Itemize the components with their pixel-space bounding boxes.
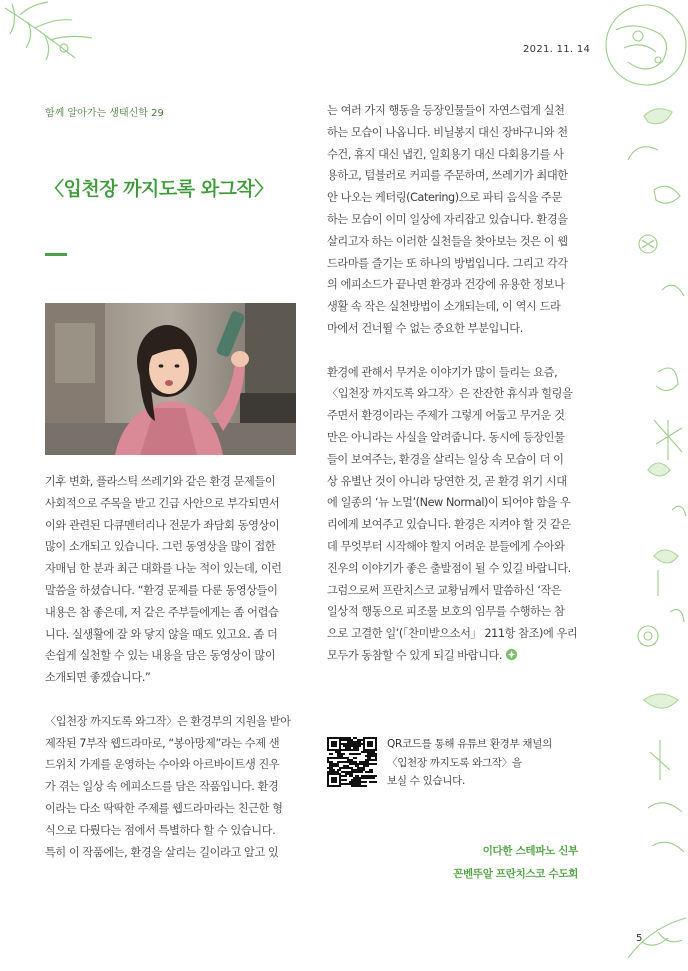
text-line: 사회적으로 주목을 받고 긴급 사안으로 부각되면서	[45, 496, 280, 510]
text-line-content: 모두가 동참할 수 있게 되길 바랍니다.	[327, 648, 503, 662]
text-line: 는 여러 가지 행동을 등장인물들이 자연스럽게 실천	[327, 104, 565, 117]
text-line: 내용은 참 좋은데, 저 같은 주부들에게는 좀 어렵습	[45, 605, 279, 619]
text-line: 마에서 건너뛸 수 없는 중요한 부분입니다.	[327, 321, 523, 335]
text-line: 안 나오는 케터링(Catering)으로 파티 음식을 주문	[327, 191, 562, 205]
text-line	[327, 645, 579, 667]
text-line: 니다. 실생활에 잘 와 닿지 않을 때도 있고요. 좀 더	[45, 627, 278, 641]
text-line: 하는 모습이 나옵니다. 비닐봉지 대신 장바구니와 천	[327, 125, 568, 139]
text-line: 제작된 7부작 웹드라마로, “봉아망제”라는 수제 샌	[45, 736, 280, 750]
end-mark-icon	[505, 648, 518, 661]
text-line: 드위치 가게를 운영하는 수아와 아르바이트생 진우	[45, 758, 280, 772]
title-underline	[45, 253, 67, 256]
text-line: 〈입천장 까지도록 와그작〉은 잔잔한 휴식과 힐링을	[327, 387, 573, 401]
paragraph-2	[45, 711, 296, 864]
text-line: 이라는 다소 딱딱한 주제를 웹드라마라는 친근한 형	[45, 801, 283, 815]
text-line: 특히 이 작품에는, 환경을 살리는 길이라고 알고 있	[45, 845, 279, 859]
text-line: 식으로 다뤘다는 점에서 특별하다 할 수 있습니다.	[45, 823, 276, 837]
text-line: 자매님 한 분과 최근 대화를 나눈 적이 있는데, 이런	[45, 562, 282, 576]
text-line: 손쉽게 실천할 수 있는 내용을 담은 동영상이 많이	[45, 649, 276, 663]
text-line: 기후 변화, 플라스틱 쓰레기와 같은 환경 문제들이	[45, 475, 276, 488]
paragraph-1	[45, 471, 296, 689]
text-line: 주면서 환경이라는 주제가 그렇게 어둡고 무거운 것	[327, 409, 565, 423]
text-line: 에 일종의 ‘뉴 노멀’(New Normal)이 되어야 함을 우	[327, 496, 571, 510]
text-line: 리에게 보여주고 있습니다. 환경은 지켜야 할 것 같은	[327, 518, 571, 532]
issue-date: 2021. 11. 14	[523, 44, 591, 55]
text-line: 의 에피소드가 끝나면 환경과 건강에 유용한 정보나	[327, 278, 565, 292]
qr-caption	[387, 735, 552, 791]
text-line: 생활 속 작은 실천방법이 소개되는데, 이 역시 드라	[327, 300, 561, 314]
article-title: 〈입천장 까지도록 와그작〉	[45, 178, 273, 200]
text-line: 이와 관련된 다큐멘터리나 전문가 좌담회 동영상이	[45, 518, 280, 532]
text-line: 데 무엇부터 시작해야 할지 어려운 분들에게 수아와	[327, 539, 565, 553]
left-column	[45, 471, 296, 885]
qr-caption-line: QR코드를 통해 유튜브 환경부 채널의	[387, 738, 552, 750]
author-organization: 꼰벤뚜알 프란치스코 수도회	[453, 868, 578, 880]
text-line: 진우의 이야기가 좋은 출발점이 될 수 있길 바랍니다.	[327, 561, 571, 575]
text-line: 그럼으로써 프란치스코 교황님께서 말씀하신 ‘작은	[327, 583, 562, 597]
text-line: 〈입천장 까지도록 와그작〉은 환경부의 지원을 받아	[45, 714, 291, 728]
author-name: 이다한 스테파노 신부	[482, 845, 578, 857]
drama-still-photo	[45, 303, 296, 455]
text-line: 드라마를 즐기는 또 하나의 방법입니다. 그리고 각각	[327, 256, 568, 270]
youtube-qr-code[interactable]	[327, 737, 377, 787]
text-line: 만은 아니라는 사실을 알려줍니다. 동시에 등장인물	[327, 430, 565, 444]
branch-doodle-top-left	[0, 0, 110, 70]
qr-caption-line: 〈입천장 까지도록 와그작〉을	[387, 756, 522, 769]
paragraph-3	[327, 100, 579, 340]
text-line: 으로 고결한 일’(「찬미받으소서」 211항 참조)에 우리	[327, 627, 578, 641]
text-line: 말씀을 하셨습니다. “환경 문제를 다룬 동영상들이	[45, 583, 278, 597]
text-line: 들이 보여주는, 환경을 살리는 일상 속 모습이 더 이	[327, 452, 564, 466]
text-line: 살리고자 하는 이러한 실천들을 찾아보는 것은 이 웹	[327, 234, 568, 248]
text-line: 수건, 휴지 대신 냅킨, 일회용기 대신 다회용기를 사	[327, 147, 564, 161]
page-number: 5	[636, 933, 643, 944]
text-line: 하는 모습이 이미 일상에 자리잡고 있습니다. 환경을	[327, 212, 568, 226]
text-line: 환경에 관해서 무거운 이야기가 많이 들리는 요즘,	[327, 365, 558, 379]
paragraph-4	[327, 362, 579, 667]
qr-caption-line: 보실 수 있습니다.	[387, 775, 466, 787]
series-label: 함께 알아가는 생태신학 29	[45, 108, 164, 119]
text-line: 가 겪는 일상 속 에피소드를 담은 작품입니다. 환경	[45, 780, 279, 794]
botanical-doodles-right	[598, 0, 688, 971]
text-line: 소개되면 좋겠습니다.”	[45, 671, 151, 685]
text-line: 많이 소개되고 있습니다. 그런 동영상을 많이 접한	[45, 540, 276, 554]
right-column	[327, 100, 579, 689]
text-line: 일상적 행동으로 피조물 보호의 임무를 수행하는 참	[327, 605, 565, 619]
text-line: 상 유별난 것이 아니라 당연한 것, 곧 환경 위기 시대	[327, 474, 567, 488]
text-line: 용하고, 텀블러로 커피를 주문하며, 쓰레기가 최대한	[327, 169, 568, 183]
